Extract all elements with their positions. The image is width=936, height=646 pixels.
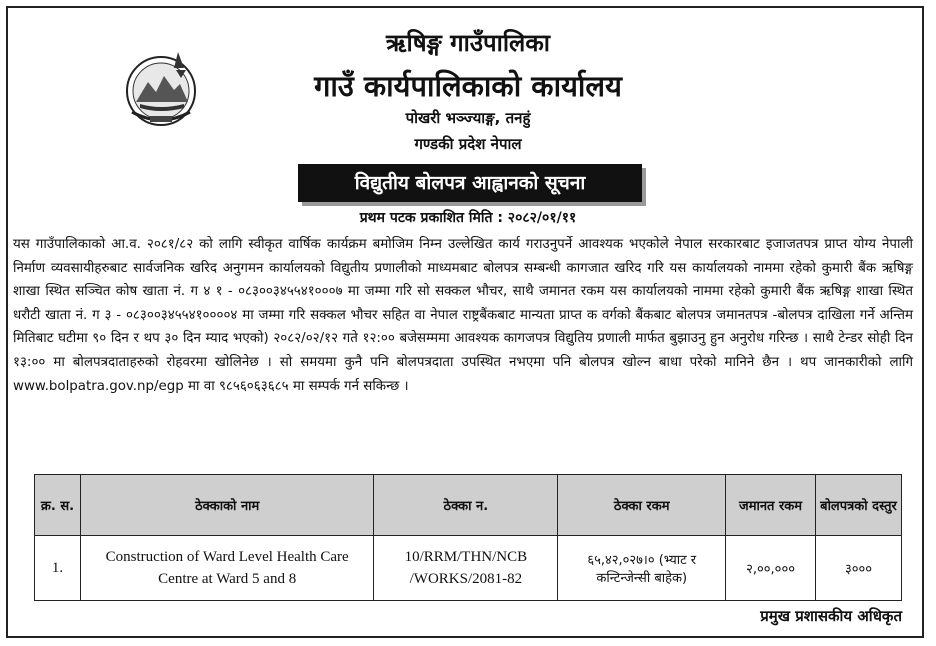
table-header-row	[35, 475, 902, 536]
cell-contract-number: 10/RRM/THN/NCB /WORKS/2081-82	[374, 536, 558, 601]
notice-body: यस गाउँपालिकाको आ.व. २०८१/८२ को लागि स्वीकृत वार्षिक कार्यक्रम बमोजिम निम्न उल्लेखित कार्य गराउनुपर्ने आवश्यक भएकोले नेपाल सरकारबाट इजाजतपत्र प्राप्त योग्य नेपाली निर्माण व्यवसायीहरुबाट सार्वजनिक खरिद अनुगमन कार्यालयको विद्युतीय प्रणालीको माध्यमबाट बोलपत्र सम्बन्धी कागजात खरिद गरि यस कार्यालयको नाममा रहेको कुमारी बैंक ऋषिङ्ग शाखा स्थित सञ्चित कोष खाता नं. ग ४ १ - ०८३००३४५५४१०००७ मा जम्मा गरि सो सक्कल भौचर, साथै जमानत रकम यस कार्यालयको नाममा रहेको कुमारी बैंक ऋषिङ्ग शाखा स्थित धरौटी खाता नं. ग ३ - ०८३००३४५५४१००००४ मा जम्मा गरि सक्कल भौचर सहित वा नेपाल राष्ट्रबैंकबाट मान्यता प्राप्त क वर्गको बैंकबाट बोलपत्र जमानतपत्र -बोलपत्र दाखिला गर्ने अन्तिम मितिबाट घटीमा ९० दिन र थप ३० दिन म्याद भएको) २०८२/०२/१२ गते १२:०० बजेसम्ममा आवश्यक कागजपत्र विद्युतिय प्रणाली मार्फत बुझाउनु हुन अनुरोध गरिन्छ । साथै टेन्डर सोही दिन १३:०० मा बोलपत्रदाताहरुको रोहवरमा खोलिनेछ । सो समयमा कुनै पनि बोलपत्रदाता उपस्थित नभएमा पनि बोलपत्र खोल्न बाधा परेको मानिने छैन । थप जानकारीको लागि www.bolpatra.gov.np/egp मा वा ९८५६०६३६८५ मा सम्पर्क गर्न सकिन्छ ।	[13, 237, 914, 394]
province-name: गण्डकी प्रदेश नेपाल	[414, 135, 522, 153]
municipality-name: ऋषिङ्ग गाउँपालिका	[386, 29, 550, 57]
cell-serial: 1.	[35, 536, 81, 601]
office-address: पोखरी भञ्ज्याङ्ग, तनहुं	[405, 109, 531, 127]
header-security-amount: जमानत रकम	[726, 475, 816, 536]
cell-security-amount: २,००,०००	[726, 536, 816, 601]
tender-table	[34, 474, 902, 601]
cell-contract-amount: ६५,४२,०२७।० (भ्याट र कन्टिन्जेन्सी बाहेक)	[558, 536, 726, 601]
cell-bid-fee: ३०००	[816, 536, 902, 601]
header-serial: क्र. स.	[35, 475, 81, 536]
header-contract-name: ठेक्काको नाम	[80, 475, 374, 536]
header-bid-fee: बोलपत्रको दस्तुर	[816, 475, 902, 536]
notice-title: विद्युतीय बोलपत्र आह्वानको सूचना	[298, 164, 642, 202]
table-row	[35, 536, 902, 601]
notice-title-banner	[298, 164, 642, 202]
header-contract-amount: ठेक्का रकम	[558, 475, 726, 536]
header-contract-number: ठेक्का न.	[374, 475, 558, 536]
signatory-title: प्रमुख प्रशासकीय अधिकृत	[760, 607, 902, 625]
cell-contract-name: Construction of Ward Level Health Care Centre at Ward 5 and 8	[80, 536, 374, 601]
published-date: प्रथम पटक प्रकाशित मिति : २०८२/०१/११	[359, 210, 577, 226]
office-name: गाउँ कार्यपालिकाको कार्यालय	[314, 69, 622, 103]
